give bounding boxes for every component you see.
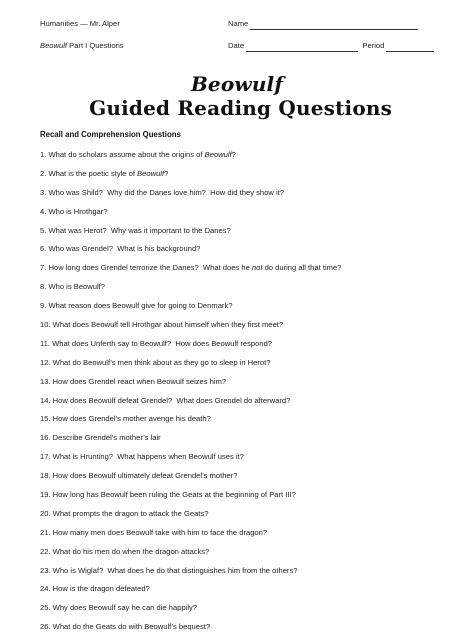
section-heading: Recall and Comprehension Questions xyxy=(40,130,181,139)
question-text-end: ? xyxy=(231,150,236,159)
question-item xyxy=(40,319,434,338)
header-right xyxy=(228,18,434,62)
question-text: 12. What do Beowulf’s men think about as they go to sleep in Herot? xyxy=(40,357,271,367)
question-item xyxy=(40,565,434,584)
question-text: 16. Describe Grendel’s mother’s lair xyxy=(40,433,161,443)
question-text: 4. Who is Hrothgar? xyxy=(40,206,108,216)
question-text: 21. How many men does Beowulf take with him to face the dragon? xyxy=(40,527,268,537)
question-item xyxy=(40,206,434,225)
question-text: 2. What is the poetic style of xyxy=(40,168,138,178)
question-item xyxy=(40,432,434,451)
assignment-title-rest: Part I Questions xyxy=(67,41,124,50)
name-label: Name xyxy=(228,19,249,28)
course-line xyxy=(40,18,124,30)
question-item xyxy=(40,300,434,319)
question-text: 18. How does Beowulf ultimately defeat Grendel’s mother? xyxy=(40,471,238,481)
question-item xyxy=(40,621,434,640)
question-text: 3. Who was Shild? Why did the Danes love him? How did they show it? xyxy=(40,187,284,197)
question-item xyxy=(40,243,434,262)
question-item xyxy=(40,225,434,244)
question-text-end: ? xyxy=(164,168,169,178)
question-text: 11. What does Unferth say to Beowulf? How does Beowulf respond? xyxy=(40,338,273,348)
date-period-line xyxy=(228,40,434,52)
period-label: Period xyxy=(362,41,385,50)
question-item xyxy=(40,527,434,546)
date-label: Date xyxy=(228,41,245,50)
question-item xyxy=(40,357,434,376)
question-text: 22. What do his men do when the dragon attacks? xyxy=(40,546,210,556)
question-item xyxy=(40,546,434,565)
worksheet-header xyxy=(40,18,434,58)
question-text: 8. Who is Beowulf? xyxy=(40,282,105,292)
question-item xyxy=(40,413,434,432)
question-text: 6. Who was Grendel? What is his background? xyxy=(40,244,201,254)
question-text: 9. What reason does Beowulf give for going to Denmark? xyxy=(40,301,233,311)
header-left xyxy=(40,18,124,62)
date-blank[interactable] xyxy=(246,42,358,52)
question-text: 26. What do the Geats do with Beowulf’s bequest? xyxy=(40,622,211,632)
question-item xyxy=(40,508,434,527)
question-text: 5. What was Herot? Why was it important to the Danes? xyxy=(40,225,231,235)
name-line xyxy=(228,18,434,30)
name-blank[interactable] xyxy=(250,20,418,30)
title-italic: Beowulf xyxy=(190,72,284,96)
page-title xyxy=(40,72,434,120)
question-text: 23. Who is Wiglaf? What does he do that distinguishes him from the others? xyxy=(40,565,298,575)
question-emphasis: Beowulf xyxy=(137,168,165,178)
question-text: 13. How does Grendel react when Beowulf seizes him? xyxy=(40,376,227,386)
question-item xyxy=(40,489,434,508)
question-item xyxy=(40,602,434,621)
question-item xyxy=(40,583,434,602)
question-text: 10. What does Beowulf tell Hrothgar about himself when they first meet? xyxy=(40,320,284,330)
question-list xyxy=(40,149,434,640)
question-emphasis: not xyxy=(251,263,263,273)
question-text: 14. How does Beowulf defeat Grendel? What does Grendel do afterward? xyxy=(40,395,291,405)
question-item xyxy=(40,281,434,300)
question-text-end: do during all that time? xyxy=(262,263,342,273)
question-item xyxy=(40,338,434,357)
question-text: 17. What is Hrunting? What happens when Beowulf uses it? xyxy=(40,452,244,462)
question-text: 1. What do scholars assume about the origins of xyxy=(40,150,205,159)
question-item xyxy=(40,262,434,281)
assignment-title-italic: Beowulf xyxy=(40,41,68,50)
question-item xyxy=(40,168,434,187)
question-text: 19. How long has Beowulf been ruling the Geats at the beginning of Part III? xyxy=(40,490,296,500)
assignment-line xyxy=(40,40,124,52)
question-emphasis: Beowulf xyxy=(204,150,232,159)
question-item xyxy=(40,395,434,414)
question-text: 24. How is the dragon defeated? xyxy=(40,584,150,594)
question-text: 20. What prompts the dragon to attack the Geats? xyxy=(40,508,209,518)
question-item xyxy=(40,470,434,489)
question-text: 25. Why does Beowulf say he can die happily? xyxy=(40,603,198,613)
question-item xyxy=(40,187,434,206)
question-item xyxy=(40,451,434,470)
question-item xyxy=(40,149,434,168)
title-rest: Guided Reading Questions xyxy=(81,96,393,120)
period-blank[interactable] xyxy=(386,42,434,52)
question-text: 15. How does Grendel’s mother avenge his death? xyxy=(40,414,211,424)
question-text: 7. How long does Grendel terrorize the Danes? What does he xyxy=(40,263,252,273)
course-label: Humanities — Mr. Alper xyxy=(40,19,120,28)
question-item xyxy=(40,376,434,395)
